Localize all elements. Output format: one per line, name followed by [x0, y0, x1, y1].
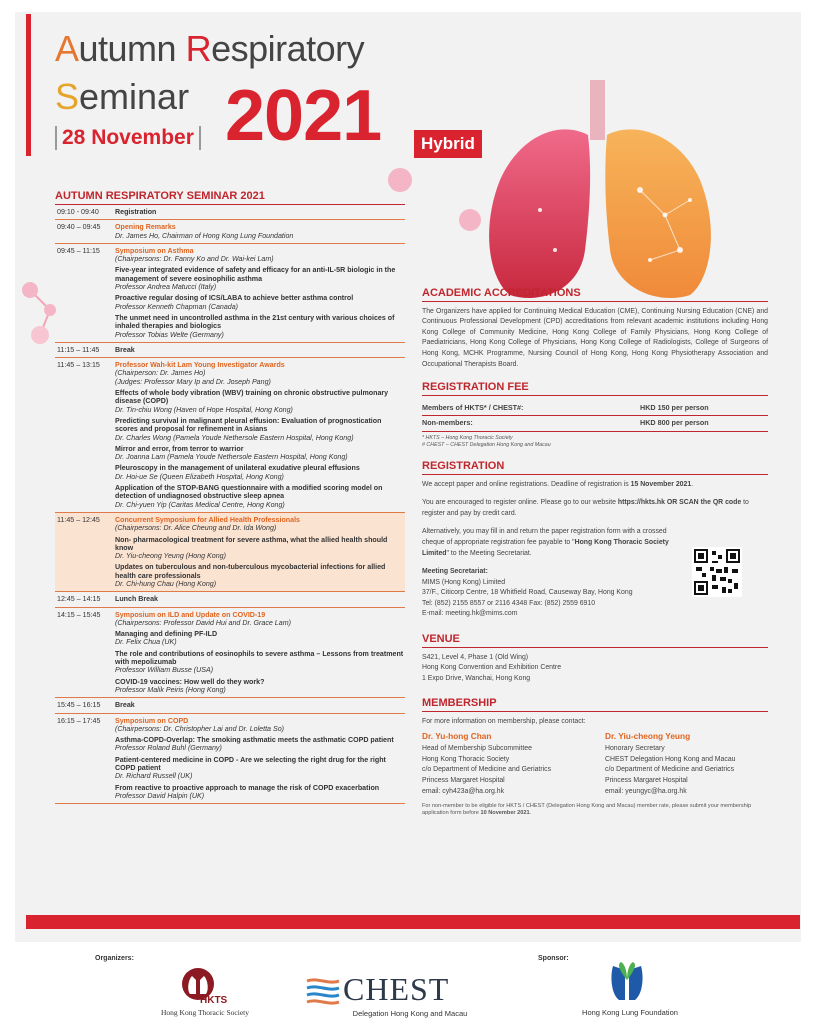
session-title: Break [115, 701, 135, 710]
fee-heading: REGISTRATION FEE [422, 382, 768, 396]
title-word-utumn: utumn [78, 28, 186, 69]
chest-logo-icon [305, 975, 341, 1005]
talk-speaker: Professor William Busse (USA) [115, 666, 214, 675]
registration-paper [422, 527, 687, 559]
talk-title: COVID-19 vaccines: How well do they work? [115, 677, 265, 686]
session-title: Lunch Break [115, 595, 158, 604]
deadline-date: 15 November 2021 [630, 480, 692, 488]
title-letter-a: A [55, 28, 79, 69]
secretariat-line: Tel: (852) 2155 8557 or 2116 4348 Fax: (852) 2559 6910 [422, 599, 596, 607]
program-row [55, 608, 405, 699]
secretariat-line: MIMS (Hong Kong) Limited [422, 578, 506, 586]
talk [115, 484, 405, 509]
program-body [115, 595, 405, 603]
talk-title: The role and contributions of eosinophils to severe asthma – Lessons from treatment with mepolizumab [115, 649, 404, 667]
talk [115, 650, 405, 675]
talk-speaker: Professor Andrea Matucci (Italy) [115, 283, 217, 292]
talk-speaker: Dr. Richard Russell (UK) [115, 772, 193, 781]
talk-speaker: Dr. Yiu-cheong Yeung (Hong Kong) [115, 552, 226, 561]
membership-intro: For more information on membership, please contact: [422, 718, 586, 726]
program-time: 11:45 – 12:45 [57, 515, 100, 524]
program-section [55, 190, 405, 804]
registration-deadline: We accept paper and online registrations. Deadline of registration is 15 November 2021. [422, 480, 694, 488]
talk-speaker: Dr. Tin-chiu Wong (Haven of Hope Hospital, Hong Kong) [115, 405, 293, 414]
contact-line: Head of Membership Subcommittee [422, 745, 532, 753]
membership-contacts [422, 728, 768, 798]
talk [115, 445, 405, 462]
fee-note-chest: # CHEST – CHEST Delegation Hong Kong and Macau [422, 441, 551, 448]
venue-heading: VENUE [422, 634, 768, 648]
text: Alternatively, you may fill in and return the paper registration form with a crossed cheque of appropriate registration fee payable to " [422, 528, 667, 546]
talk [115, 678, 405, 695]
program-body [115, 701, 405, 709]
contact-line: CHEST Delegation Hong Kong and Macau [605, 755, 736, 763]
fee-note-hkts: * HKTS – Hong Kong Thoracic Society [422, 434, 513, 441]
organizers-label: Organizers: [95, 955, 134, 962]
left-accent-bar [26, 14, 31, 156]
program-body [115, 223, 405, 240]
text: to register and pay by credit card. [422, 499, 749, 517]
hkts-logo-icon [178, 966, 230, 1006]
contact-name: Dr. Yu-hong Chan [422, 730, 492, 741]
text: For non-member to be eligible for HKTS / CHEST (Delegation Hong Kong and Macau) member rate, please submit your membership application form before [422, 803, 752, 817]
program-body [115, 247, 405, 339]
session-chair: (Chairpersons: Dr. Fanny Ko and Dr. Wai-kei Lam) [115, 255, 274, 264]
bottom-accent-bar [26, 915, 800, 929]
accreditations-text: The Organizers have applied for Continuing Medical Education (CME), Continuing Nursing Education (CNE) and Continuous Professional Development (CPD) accreditations from relevant academic institutions including Hong Kong College of Community Medicine, Hong Kong College of Family Physicians, Hong Kong College of Paediatricians, Hong Kong College of Physicians, Hong Kong College of Radiologists, College of Surgeons of Hong Kong, MCHK Programme, Nursing Council of Hong Kong, Hong Kong Physiotherapy Association and Occupational Therapists Board. [422, 307, 768, 368]
title-word-espiratory: espiratory [211, 28, 365, 69]
program-time: 14:15 – 15:45 [57, 610, 101, 619]
program-heading: AUTUMN RESPIRATORY SEMINAR 2021 [55, 190, 405, 205]
registration-heading: REGISTRATION [422, 461, 768, 475]
talk-speaker: Professor Tobias Welte (Germany) [115, 330, 224, 339]
hkts-name: Hong Kong Thoracic Society [161, 1008, 249, 1017]
hybrid-badge: Hybrid [414, 130, 482, 158]
program-row [55, 220, 405, 244]
talk [115, 464, 405, 481]
talk-speaker: Dr. Charles Wong (Pamela Youde Nethersole Eastern Hospital, Hong Kong) [115, 433, 354, 442]
talk [115, 756, 405, 781]
talk-title: From reactive to proactive approach to manage the risk of COPD exacerbation [115, 783, 380, 792]
program-row [55, 244, 405, 343]
molecule-decoration-mid [450, 200, 490, 240]
talk [115, 736, 405, 753]
program-row [55, 592, 405, 607]
fee-label: Members of HKTS* / CHEST#: [422, 402, 524, 412]
talk-title: Application of the STOP-BANG questionnaire with a modified scoring model on detection of undiagnosed obstructive sleep apnea [115, 484, 383, 501]
title-line-2 [55, 78, 189, 116]
program-row [55, 714, 405, 805]
talk-title: Effects of whole body vibration (WBV) training on chronic obstructive pulmonary disease (COPD) [115, 389, 389, 406]
talk-title: Non- pharmacological treatment for severe asthma, what the allied health should know [115, 535, 388, 552]
contact-line: Hong Kong Thoracic Society [422, 755, 510, 763]
lungs-illustration [440, 80, 770, 300]
registration-online [422, 498, 768, 519]
program-time: 09:10 - 09:40 [57, 208, 99, 216]
payee: Hong Kong Thoracic Society Limited [422, 538, 669, 557]
program-row [55, 205, 405, 220]
title-line-1 [55, 30, 364, 68]
membership-note: For non-member to be eligible for HKTS / CHEST (Delegation Hong Kong and Macau) member rate, please submit your membership application form before 10 November 2021. [422, 803, 752, 817]
talk-speaker: Dr. Felix Chua (UK) [115, 638, 177, 647]
talk [115, 784, 405, 801]
hklf-logo-icon [607, 960, 647, 1004]
session-chair: (Judges: Professor Mary Ip and Dr. Joseph Pang) [115, 377, 271, 386]
talk [115, 630, 405, 647]
contact-line: Princess Margaret Hospital [605, 777, 688, 784]
talk [115, 314, 405, 339]
program-row [55, 343, 405, 358]
text: We accept paper and online registrations. Deadline of registration is [422, 480, 631, 488]
session-chair: Dr. James Ho, Chairman of Hong Kong Lung Foundation [115, 231, 294, 240]
program-body [115, 346, 405, 354]
session-title: Concurrent Symposium for Allied Health Professionals [115, 515, 300, 524]
session-title: Symposium on ILD and Update on COVID-19 [115, 610, 266, 619]
website-link[interactable]: https://hkts.hk OR SCAN the QR code [617, 499, 742, 507]
talk [115, 536, 405, 561]
talk-title: Updates on tuberculous and non-tuberculous mycobacterial infections for allied health care professionals [115, 563, 386, 580]
qr-code-icon[interactable] [692, 547, 742, 597]
program-body [115, 611, 405, 695]
chest-logo-text: CHEST [343, 971, 450, 1007]
talk-speaker: Professor David Halpin (UK) [115, 791, 205, 800]
contact-line: Honorary Secretary [605, 745, 665, 753]
talk-title: Pleuroscopy in the management of unilateral exudative pleural effusions [115, 464, 360, 473]
contact-email[interactable]: email: cyh423a@ha.org.hk [422, 787, 505, 795]
session-title: Registration [115, 208, 157, 216]
talk-title: Proactive regular dosing of ICS/LABA to achieve better asthma control [115, 294, 354, 303]
venue-line: S421, Level 4, Phase 1 (Old Wing) [422, 653, 529, 661]
contact-line: c/o Department of Medicine and Geriatrics [422, 766, 552, 774]
program-row [55, 358, 405, 513]
talk-title: Patient-centered medicine in COPD - Are we selecting the right drug for the right COPD patient [115, 755, 386, 773]
talk-title: Predicting survival in malignant pleural effusion: Evaluation of prognostication scores and proposal for refinement in Asians [115, 416, 382, 434]
program-time: 12:45 – 14:15 [57, 595, 101, 604]
top-edge [15, 12, 801, 16]
session-chair: (Chairpersons: Dr. Alice Cheung and Dr. Ida Wong) [115, 524, 277, 533]
text: " to the Meeting Secretariat. [446, 549, 532, 557]
talk-speaker: Professor Malik Peiris (Hong Kong) [115, 685, 226, 694]
text: You are encouraged to register online. Please go to our website [422, 499, 618, 507]
chest-name: Delegation Hong Kong and Macau [352, 1009, 468, 1018]
talk-speaker: Dr. Chi-yuen Yip (Caritas Medical Centre, Hong Kong) [115, 500, 285, 509]
talk-speaker: Professor Kenneth Chapman (Canada) [115, 302, 239, 311]
fee-row-nonmembers [422, 416, 768, 432]
program-time: 16:15 – 17:45 [57, 716, 101, 725]
talk [115, 563, 405, 588]
secretariat-heading: Meeting Secretariat: [422, 568, 488, 576]
session-title: Professor Wah-kit Lam Young Investigator Awards [115, 361, 285, 370]
event-date: 28 November [55, 126, 201, 150]
hkts-logo-text: HKTS [200, 995, 228, 1006]
contact-chan [422, 728, 585, 798]
session-chair: (Chairperson: Dr. James Ho) [115, 369, 206, 378]
title-word-eminar: eminar [79, 76, 190, 117]
program-time: 09:40 – 09:45 [57, 223, 101, 232]
contact-line: Princess Margaret Hospital [422, 777, 505, 784]
hklf-name: Hong Kong Lung Foundation [582, 1008, 678, 1017]
contact-yeung [605, 728, 768, 798]
venue-line: Hong Kong Convention and Exhibition Centre [422, 664, 562, 672]
contact-name: Dr. Yiu-cheong Yeung [605, 730, 691, 741]
contact-line: c/o Department of Medicine and Geriatrics [605, 766, 735, 774]
talk-speaker: Dr. Chi-hung Chau (Hong Kong) [115, 579, 217, 588]
program-time: 09:45 – 11:15 [57, 246, 100, 255]
talk [115, 266, 405, 291]
talk-title: Managing and defining PF-ILD [115, 630, 218, 639]
sponsor-label: Sponsor: [538, 955, 569, 962]
talk-speaker: Dr. Hoi-ue Se (Queen Elizabeth Hospital, Hong Kong) [115, 472, 284, 481]
venue-line: 1 Expo Drive, Wanchai, Hong Kong [422, 674, 531, 682]
program-time: 15:45 – 16:15 [57, 701, 101, 710]
talk [115, 389, 405, 414]
membership-deadline: 10 November 2021 [480, 810, 530, 817]
program-table [55, 205, 405, 804]
program-body [115, 361, 405, 509]
program-body [115, 208, 405, 216]
session-chair: (Chairpersons: Professor David Hui and Dr. Grace Lam) [115, 618, 291, 627]
session-chair: (Chairpersons: Dr. Christopher Lai and Dr. Loletta So) [115, 724, 285, 733]
program-body [115, 516, 405, 588]
program-row [55, 698, 405, 713]
year: 2021 [225, 76, 382, 156]
fee-value: HKD 800 per person [640, 418, 709, 428]
title-letter-r: R [185, 28, 212, 69]
contact-email[interactable]: email: yeungyc@ha.org.hk [605, 787, 687, 795]
title-letter-s: S [55, 76, 80, 117]
program-time: 11:45 – 13:15 [57, 361, 100, 370]
session-title: Symposium on Asthma [115, 246, 194, 255]
talk-title: Mirror and error, from terror to warrior [115, 444, 244, 453]
talk-speaker: Professor Roland Buhl (Germany) [115, 744, 222, 753]
membership-heading: MEMBERSHIP [422, 698, 768, 712]
session-title: Symposium on COPD [115, 716, 189, 725]
talk-title: Five-year integrated evidence of safety and efficacy for an anti-IL-5R biologic in the management of severe eosinophilic asthma [115, 266, 396, 283]
talk-speaker: Dr. Joanna Lam (Pamela Youde Nethersole Eastern Hospital, Hong Kong) [115, 453, 348, 462]
program-row [55, 513, 405, 592]
secretariat-email[interactable]: E-mail: meeting.hk@mims.com [422, 610, 518, 618]
fee-row-members [422, 401, 768, 417]
program-body [115, 717, 405, 801]
venue-details [422, 653, 768, 685]
fee-label: Non-members: [422, 418, 473, 428]
talk-title: Asthma-COPD-Overlap: The smoking asthmatic meets the asthmatic COPD patient [115, 736, 394, 745]
fee-value: HKD 150 per person [640, 402, 709, 412]
talk [115, 294, 405, 311]
session-title: Break [115, 345, 135, 354]
accreditations-heading: ACADEMIC ACCREDITATIONS [422, 288, 768, 302]
program-time: 11:15 – 11:45 [57, 345, 100, 354]
talk [115, 417, 405, 442]
secretariat-line: 37/F., Citicorp Centre, 18 Whitfield Road, Causeway Bay, Hong Kong [422, 589, 633, 597]
session-title: Opening Remarks [115, 223, 176, 232]
talk-title: The unmet need in uncontrolled asthma in the 21st century with various choices of inhaled therapies and biologics [115, 313, 395, 331]
